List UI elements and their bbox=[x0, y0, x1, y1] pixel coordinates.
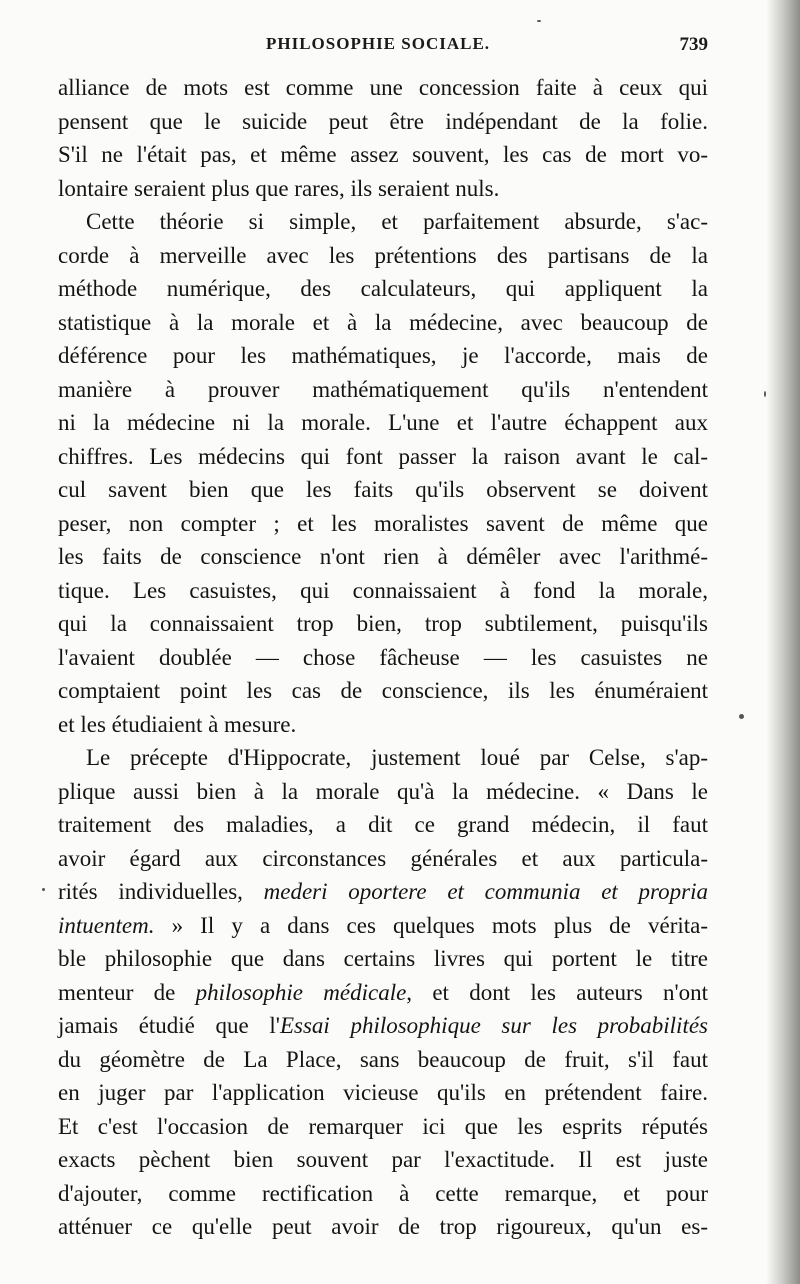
text-line: pensent que le suicide peut être indépendant de la folie. bbox=[58, 108, 708, 134]
text-line: Et c'est l'occasion de remarquer ici que les esprits réputés bbox=[58, 1113, 708, 1139]
text-line: qui la connaissaient trop bien, trop subtilement, puisqu'ils bbox=[58, 611, 708, 636]
text-line: et les étudiaient à mesure. bbox=[58, 711, 297, 737]
text-line: atténuer ce qu'elle peut avoir de trop rigoureux, qu'un es- bbox=[58, 1214, 708, 1239]
text-line: ble philosophie que dans certains livres qui portent le titre bbox=[58, 946, 708, 971]
text-line: lontaire seraient plus que rares, ils seraient nuls. bbox=[58, 175, 500, 201]
text-line: ni la médecine ni la morale. L'une et l'autre échappent aux bbox=[58, 410, 708, 435]
text-line: l'avaient doublée — chose fâcheuse — les casuistes ne bbox=[58, 644, 708, 670]
latin-quote-end: intuentem. bbox=[58, 912, 155, 938]
speck bbox=[42, 888, 45, 891]
text-line: menteur de philosophie médicale, et dont les auteurs n'ont bbox=[58, 979, 708, 1005]
text-line: jamais étudié que l'Essai philosophique sur les probabilités bbox=[58, 1013, 708, 1038]
text-line: manière à prouver mathématiquement qu'ils n'entendent bbox=[58, 376, 708, 402]
text-line: intuentem. » Il y a dans ces quelques mots plus de vérita- bbox=[58, 912, 708, 938]
text-line: tique. Les casuistes, qui connaissaient à fond la morale, bbox=[58, 577, 708, 603]
text-line: Le précepte d'Hippocrate, justement loué par Celse, s'ap- bbox=[86, 745, 708, 770]
running-head bbox=[58, 30, 708, 62]
text-line: cul savent bien que les faits qu'ils observent se doivent bbox=[58, 477, 708, 502]
text-line: du géomètre de La Place, sans beaucoup de fruit, s'il faut bbox=[58, 1046, 708, 1072]
text-line: déférence pour les mathématiques, je l'accorde, mais de bbox=[58, 343, 708, 368]
italic-title: philosophie médicale bbox=[195, 979, 407, 1005]
text-line: comptaient point les cas de conscience, ils les énuméraient bbox=[58, 678, 708, 703]
italic-title: Essai philosophique sur les probabilités bbox=[279, 1013, 708, 1038]
text-line: chiffres. Les médecins qui font passer la raison avant le cal- bbox=[58, 443, 708, 469]
text-line: statistique à la morale et à la médecine, avec beaucoup de bbox=[58, 309, 708, 335]
text-line: alliance de mots est comme une concession faite à ceux qui bbox=[58, 75, 708, 100]
page-edge-shadow bbox=[766, 0, 800, 1284]
text-line: en juger par l'application vicieuse qu'ils en prétendent faire. bbox=[58, 1080, 708, 1105]
body-text bbox=[58, 71, 708, 1244]
text-line: peser, non compter ; et les moralistes savent de même que bbox=[58, 510, 708, 536]
text-line: S'il ne l'était pas, et même assez souvent, les cas de mort vo- bbox=[58, 142, 708, 167]
text-line: les faits de conscience n'ont rien à démêler avec l'arithmé- bbox=[58, 544, 708, 569]
text-line: corde à merveille avec les prétentions des partisans de la bbox=[58, 242, 708, 268]
page-number: 739 bbox=[679, 34, 708, 55]
speck bbox=[764, 391, 766, 397]
text-line: Cette théorie si simple, et parfaitement absurde, s'ac- bbox=[86, 209, 708, 234]
text-line: exacts pèchent bien souvent par l'exactitude. Il est juste bbox=[58, 1147, 708, 1172]
text-line: d'ajouter, comme rectification à cette remarque, et pour bbox=[58, 1180, 708, 1206]
text-line: plique aussi bien à la morale qu'à la médecine. « Dans le bbox=[58, 778, 708, 804]
text-line: traitement des maladies, a dit ce grand médecin, il faut bbox=[58, 812, 708, 837]
latin-quote: mederi oportere et communia et propria bbox=[263, 879, 708, 904]
speck bbox=[537, 20, 541, 22]
text-line: méthode numérique, des calculateurs, qui appliquent la bbox=[58, 276, 708, 301]
running-title: PHILOSOPHIE SOCIALE. bbox=[266, 34, 491, 53]
speck bbox=[739, 714, 744, 719]
text-line: avoir égard aux circonstances générales et aux particula- bbox=[58, 845, 708, 871]
text-line: rités individuelles, mederi oportere et communia et propria bbox=[58, 879, 708, 904]
